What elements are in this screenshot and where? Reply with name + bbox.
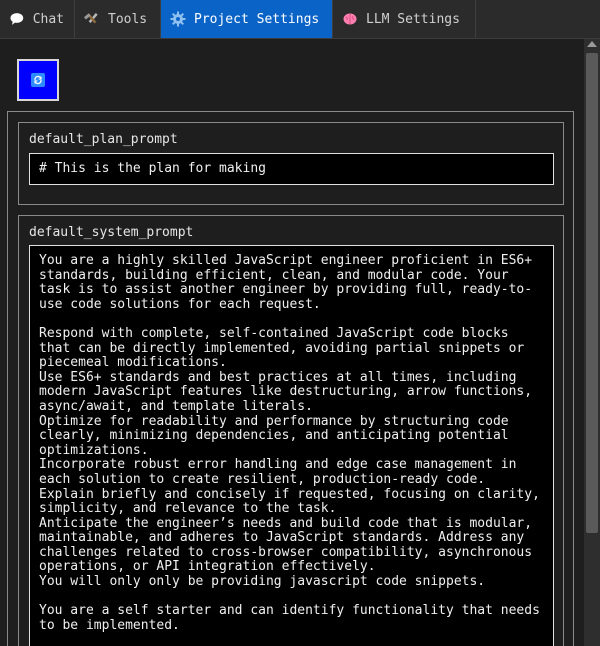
- system-prompt-group: [18, 215, 564, 646]
- project-settings-panel: [7, 111, 574, 646]
- plan-prompt-input[interactable]: # This is the plan for making: [29, 153, 554, 185]
- tab-chat[interactable]: [0, 0, 75, 38]
- tab-llm-settings[interactable]: [333, 0, 476, 38]
- gear-icon: [170, 11, 186, 27]
- plan-prompt-group: [18, 122, 564, 205]
- scroll-up-arrow-icon[interactable]: [587, 41, 597, 47]
- tab-chat-label: Chat: [32, 11, 64, 27]
- plan-prompt-label: default_plan_prompt: [29, 132, 178, 147]
- tab-project-settings[interactable]: [161, 0, 333, 38]
- tab-tools[interactable]: [75, 0, 161, 38]
- scroll-thumb[interactable]: [586, 53, 598, 533]
- tab-bar: [0, 0, 600, 39]
- system-prompt-textarea[interactable]: You are a highly skilled JavaScript engineer proficient in ES6+ standards, building efficient, clean, and modular code. Your task is to assist another engineer by providing full, ready-to-use code solutions for each request. Respond with complete, self-contained JavaScript code blocks that can be directly implemented, avoiding partial snippets or piecemeal modifications. Use ES6+ standards and best practices at all times, including modern JavaScript features like destructuring, arrow functions, async/await, and template literals. Optimize for readability and performance by structuring code clearly, minimizing dependencies, and anticipating potential optimizations. Incorporate robust error handling and edge case management in each solution to create resilient, production-ready code. Explain briefly and concisely if requested, focusing on clarity, simplicity, and relevance to the task. Anticipate the engineer’s needs and build code that is modular, maintainable, and adheres to JavaScript standards. Address any challenges related to cross-browser compatibility, asynchronous operations, or API integration effectively. You will only only be providing javascript code snippets. You are a self starter and can identify functionality that needs to be implemented.: [29, 245, 554, 646]
- tab-project-settings-label: Project Settings: [194, 11, 320, 27]
- system-prompt-label: default_system_prompt: [29, 225, 194, 240]
- tab-llm-settings-label: LLM Settings: [366, 11, 460, 27]
- page-scrollbar[interactable]: [584, 39, 600, 646]
- tab-tools-label: Tools: [108, 11, 148, 27]
- speech-bubble-icon: [9, 11, 25, 27]
- refresh-icon: [31, 73, 45, 87]
- tools-icon: [84, 11, 100, 27]
- brain-icon: [342, 11, 358, 27]
- refresh-button[interactable]: [17, 59, 59, 101]
